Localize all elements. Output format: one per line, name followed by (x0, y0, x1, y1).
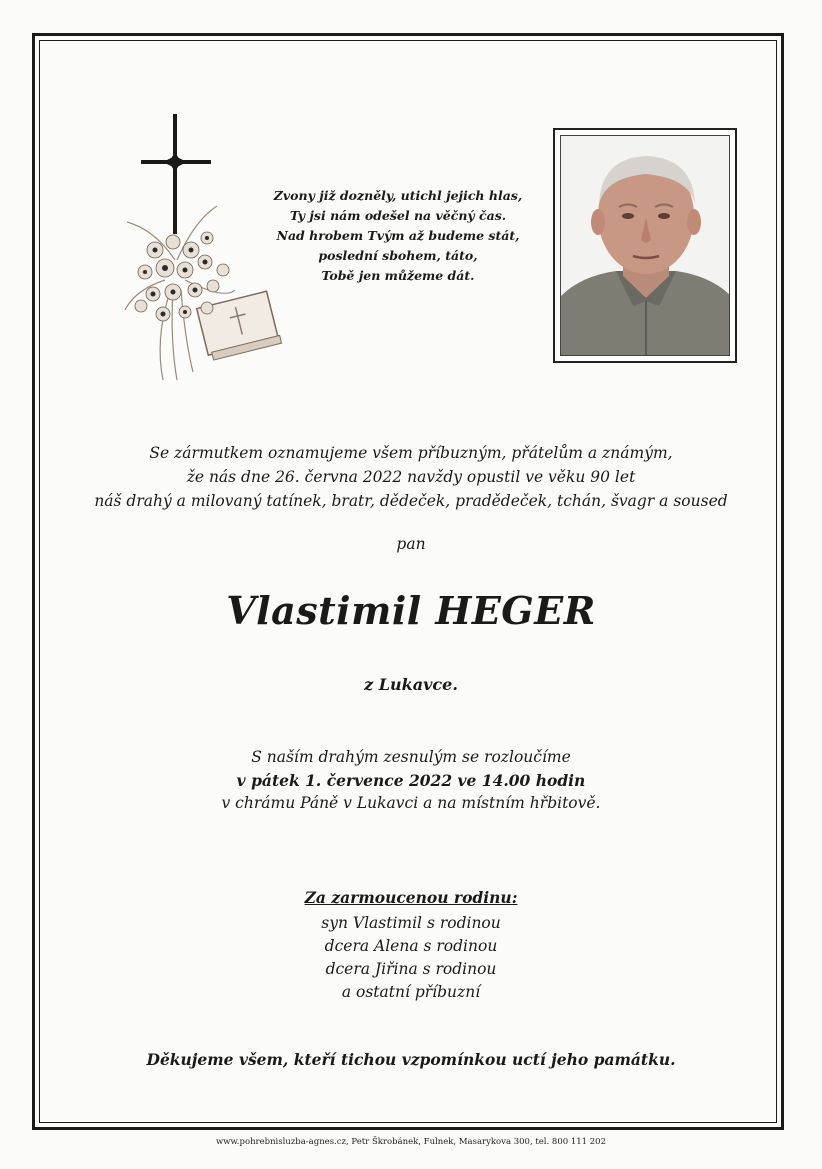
portrait-frame (553, 128, 737, 363)
farewell-place: v chrámu Páně v Lukavci a na místním hřbitově. (221, 794, 601, 812)
thanks-line: Děkujeme všem, kteří tichou vzpomínkou uctí jeho památku. (146, 1050, 676, 1069)
cross-flowers-ornament (115, 110, 285, 385)
family-member: a ostatní příbuzní (341, 983, 481, 1001)
portrait-photo (560, 135, 730, 356)
announcement (40, 441, 782, 513)
poem-line: Zvony již dozněly, utichl jejich hlas, (273, 188, 523, 203)
poem-line: Tobě jen můžeme dát. (321, 268, 475, 283)
family-block (40, 886, 782, 1004)
deceased-origin: z Lukavce. (364, 675, 458, 694)
family-heading: Za zarmoucenou rodinu: (304, 888, 518, 907)
announcement-line: Se zármutkem oznamujeme všem příbuzným, přátelům a známým, (149, 444, 673, 462)
family-member: dcera Jiřina s rodinou (325, 960, 497, 978)
farewell-info (40, 746, 782, 815)
poem (270, 186, 526, 286)
family-member: dcera Alena s rodinou (324, 937, 498, 955)
poem-line: poslední sbohem, táto, (318, 248, 478, 263)
deceased-name: Vlastimil HEGER (226, 588, 596, 633)
farewell-date: v pátek 1. července 2022 ve 14.00 hodin (236, 771, 586, 790)
portrait-image (561, 136, 730, 356)
farewell-line: S naším drahým zesnulým se rozloučíme (251, 748, 571, 766)
poem-line: Ty jsi nám odešel na věčný čas. (289, 208, 507, 223)
poem-line: Nad hrobem Tvým až budeme stát, (276, 228, 520, 243)
family-member: syn Vlastimil s rodinou (321, 914, 501, 932)
announcement-line: že nás dne 26. června 2022 navždy opustil ve věku 90 let (186, 468, 636, 486)
footer-contact: www.pohrebnisluzba-agnes.cz, Petr Škrobánek, Fulnek, Masarykova 300, tel. 800 111 202 (215, 1137, 606, 1147)
honorific: pan (396, 535, 426, 553)
announcement-line: náš drahý a milovaný tatínek, bratr, dědeček, pradědeček, tchán, švagr a soused (94, 492, 728, 510)
